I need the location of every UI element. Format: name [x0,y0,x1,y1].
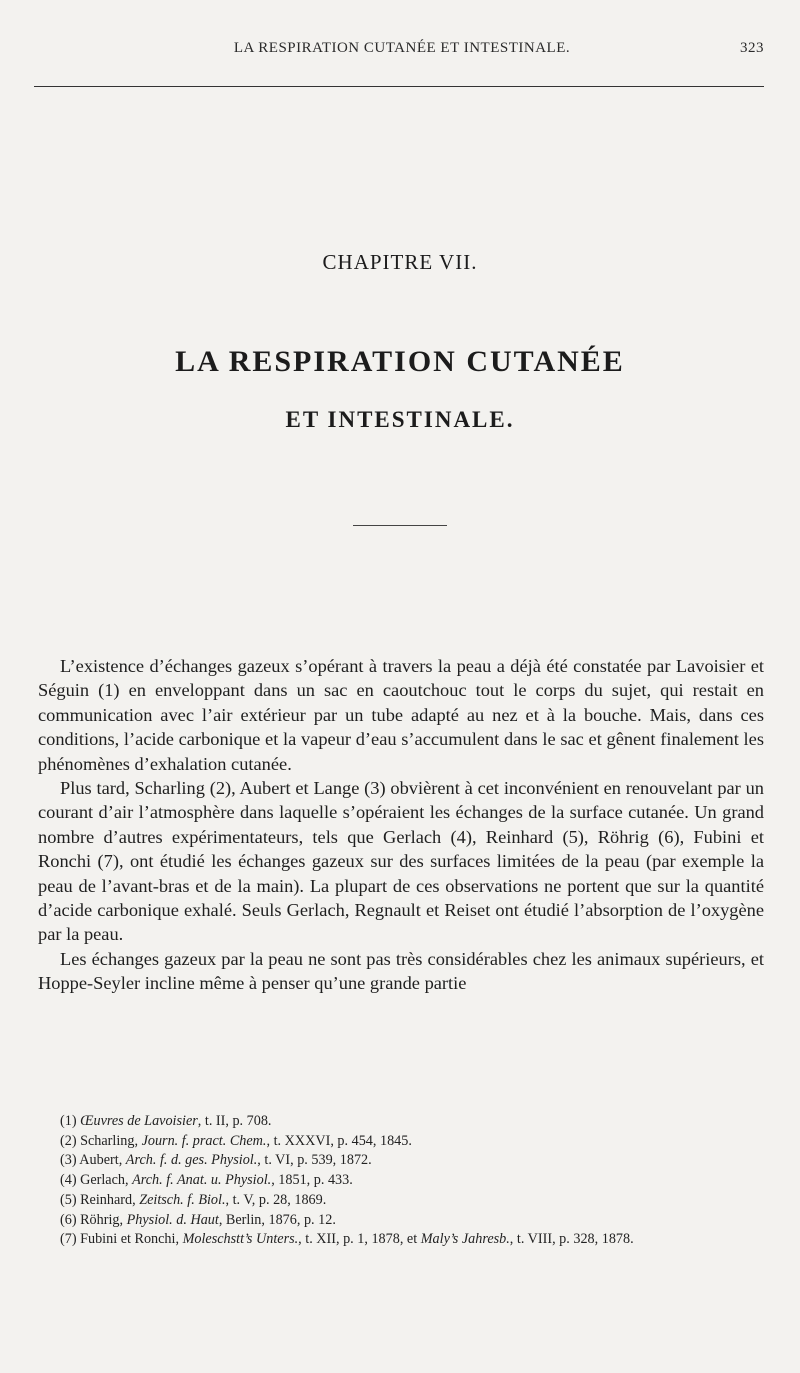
footnote-text: (2) Scharling, [60,1132,142,1149]
footnote-text: (1) [60,1113,81,1129]
footnote-text: (7) Fubini et Ronchi, [60,1231,183,1248]
body-text [38,654,764,996]
footnote-source: Œuvres de Lavoisier [80,1113,198,1129]
header-rule [34,86,764,87]
footnote-text: , t. II, p. 708. [197,1113,272,1129]
paragraph-1: L’existence d’échanges gazeux s’opérant à travers la peau a déjà été constatée par Lavoisier et Séguin (1) en enveloppant dans un sac en caoutchouc tout le corps du sujet, qui restait en communication avec l’air extérieur par un tube adapté au nez et à la bouche. Mais, dans ces conditions, l’acide carbonique et la vapeur d’eau s’accumulent dans le sac et gênent finalement les phénomènes d’exhalation cutanée. [38,656,764,774]
footnote-text: , 1851, p. 433. [271,1172,353,1189]
chapter-title-line-2: ET INTESTINALE. [285,407,515,432]
footnote-text: , Berlin, 1876, p. 12. [218,1211,336,1228]
ornamental-rule [353,525,447,526]
footnote-source: Arch. f. Anat. u. Physiol. [132,1172,272,1189]
footnote-text: (3) Aubert, [60,1152,126,1169]
paragraph-2: Plus tard, Scharling (2), Aubert et Lange (3) obvièrent à cet inconvénient en renouvelant par un courant d’air l’atmosphère dans laquelle s’opéraient les échanges de la surface cutanée. Un grand nombre d’autres expérimentateurs, tels que Gerlach (4), Reinhard (5), Röhrig (6), Fubini et Ronchi (7), ont étudié les échanges gazeux sur des surfaces limitées de la peau (par exemple la peau de l’avant-bras et de la main). La plupart de ces observations ne portent que sur la quantité d’acide carbonique exhalé. Seuls Gerlach, Regnault et Reiset ont étudié l’absorption de l’oxygène par la peau. [38,778,764,945]
footnote-3 [38,1151,764,1171]
footnote-4 [38,1171,764,1191]
footnote-text: , t. XII, p. 1, 1878, et [298,1231,421,1248]
footnote-source: Arch. f. d. ges. Physiol. [125,1152,258,1169]
footnote-text: (5) Reinhard, [60,1191,140,1208]
chapter-label: CHAPITRE VII. [322,250,478,274]
page-number: 323 [740,40,764,56]
footnote-text: , t. V, p. 28, 1869. [225,1191,327,1208]
paragraph-3: Les échanges gazeux par la peau ne sont pas très considérables chez les animaux supérieurs, et Hoppe-Seyler incline même à penser qu’une grande partie [38,948,764,994]
footnote-source: Journ. f. pract. Chem. [141,1132,267,1149]
footnote-source: Physiol. d. Haut [126,1211,219,1228]
footnote-text: (6) Röhrig, [60,1211,127,1228]
footnote-7 [38,1230,764,1250]
footnote-1 [38,1112,764,1132]
footnote-source: Maly’s Jahresb. [420,1231,510,1248]
footnote-text: (4) Gerlach, [60,1172,133,1189]
footnote-text: , t. VI, p. 539, 1872. [257,1152,372,1169]
footnote-6 [38,1211,764,1231]
footnote-5 [38,1191,764,1211]
running-title: LA RESPIRATION CUTANÉE ET INTESTINALE. [233,40,571,56]
footnote-source: Zeitsch. f. Biol. [139,1191,226,1208]
footnote-text: , t. VIII, p. 328, 1878. [509,1231,634,1248]
chapter-title-line-1: LA RESPIRATION CUTANÉE [175,345,625,378]
footnotes [38,1112,764,1250]
footnote-text: , t. XXXVI, p. 454, 1845. [266,1132,412,1149]
footnote-source: Moleschstt’s Unters. [182,1231,299,1248]
footnote-2 [38,1132,764,1152]
